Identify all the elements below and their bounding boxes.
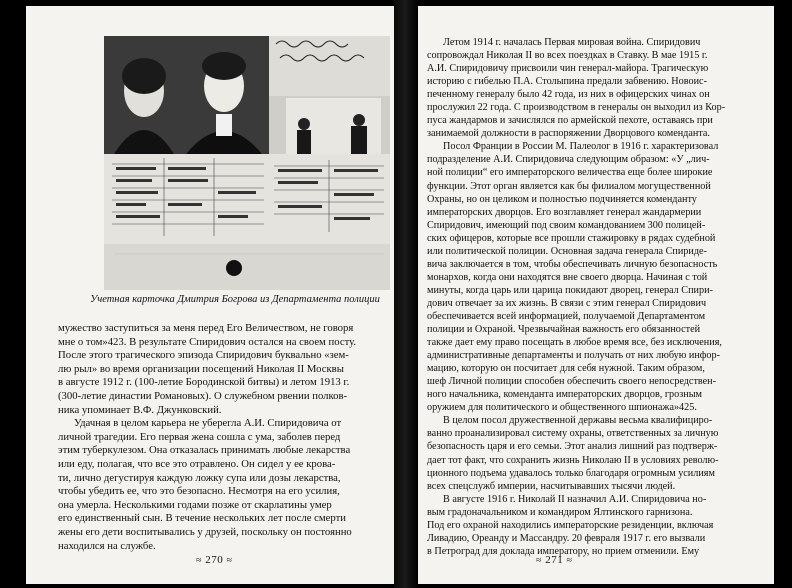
text-line: Летом 1914 г. началась Первая мировая война. Спиридович <box>443 37 701 48</box>
text-line: В целом посол дружественной державы весьма квалифициро- <box>443 415 713 427</box>
page-number-text: 271 <box>545 554 564 566</box>
text-line: минуты, когда царь или царица покидают дворец, генерал Спири- <box>427 284 713 296</box>
text-line: ти, лично дегустируя каждую ложку супа или дозы лекарства, <box>58 471 341 484</box>
text-line: Спиридович, имеющий под своим командованием 300 полицей- <box>427 219 706 231</box>
text-line: императорских дворцов. Его возглавляет генерал жандармерии <box>427 206 702 218</box>
text-line: мне о том»423. В результате Спиридович остался на своем посту. <box>58 335 357 348</box>
text-line: или еду, полагая, что все это отравлено. Он сидел у ее крова- <box>58 457 336 470</box>
text-line: дает тот факт, что сохранить жизнь Николаю II в условиях револю- <box>427 454 719 466</box>
text-line: в Петроград для доклада императору, но прием отменили. Ему <box>427 545 700 557</box>
text-line: также дает ему право посещать в любое время все, без исключения, <box>427 337 722 349</box>
page-number-right <box>536 554 573 566</box>
text-line: ционного подъема удавалось только благодаря огромным усилиям <box>427 467 715 479</box>
text-line: монархов, когда они находятся вне своего дворца. Начиная с той <box>427 271 708 283</box>
text-line: Ливадию, Ореанду и Массандру. 20 февраля 1917 г. его вызвали <box>427 532 706 544</box>
text-line: вича заключается в том, чтобы обеспечивать личную безопасность <box>427 258 718 270</box>
right-page-text <box>427 36 759 558</box>
text-line: Под его охраной находились императорские резиденции, включая <box>427 519 714 531</box>
text-line: ной полиции“ его императорского величества еще более широкие <box>427 167 713 179</box>
text-line: После этого трагического эпизода Спиридович буквально «зем- <box>58 349 349 362</box>
text-line: (300-летие династии Романовых). О служебном рвении полков- <box>58 389 348 402</box>
text-line: безопасность царя и его семьи. Этот анализ лишний раз подтверж- <box>427 441 718 453</box>
text-line: этим туберкулезом. Она отказалась принимать любые лекарства <box>58 444 351 457</box>
text-line: ного начальника, коменданта императорских дворцов, грозным <box>427 389 702 401</box>
text-line: Посол Франции в России М. Палеолог в 1916 г. характеризовал <box>443 141 719 153</box>
text-line: мацию, которую он посчитает для себя нужной. Таким образом, <box>427 363 705 375</box>
photo-caption: Учетная карточка Дмитрия Богрова из Департамента полиции <box>90 294 380 305</box>
record-card-photo <box>104 36 390 290</box>
text-line: пуса жандармов и зачислялся по армейской пехоте, оставаясь при <box>427 115 713 127</box>
text-line: занимаемой должности в распоряжении Дворцового коменданта. <box>427 128 710 140</box>
text-line: шеф Личной полиции способен обеспечить своего непосредствен- <box>427 376 717 388</box>
folio-ornament-icon: ≈ <box>536 555 542 566</box>
book-gutter <box>394 0 418 588</box>
text-line: печенному генералу было 42 года, из них в офицерских чинах он <box>427 89 710 101</box>
text-line: Удачная в целом карьера не уберегла А.И. Спиридовича от <box>74 417 342 430</box>
text-line: обеспечивается всей информацией, получаемой Департаментом <box>427 310 706 322</box>
text-line: в августе 1912 г. (100-летие Бородинской битвы) и летом 1913 г. <box>58 376 350 389</box>
text-line: находился на службе. <box>58 539 156 552</box>
text-line: мужество заступиться за меня перед Его Величеством, не говоря <box>58 322 354 334</box>
folio-ornament-icon: ≈ <box>566 555 573 566</box>
text-line: лю рыл» во время организации посещений Николая II Москвы <box>58 362 344 375</box>
folio-ornament-icon: ≈ <box>196 555 202 566</box>
text-line: его единственный сын. В течение нескольких лет после смерти <box>58 512 346 525</box>
text-line: личной трагедии. Его первая жена сошла с ума, заболев перед <box>58 430 341 443</box>
left-page-text <box>58 322 368 553</box>
text-line: она умерла. Несколькими годами позже от скарлатины умер <box>58 498 332 511</box>
text-line: подразделение А.И. Спиридовича следующим образом: «У „лич- <box>427 154 710 166</box>
text-line: В августе 1916 г. Николай II назначил А.И. Спиридовича но- <box>443 493 707 505</box>
text-line: ника упоминает В.Ф. Джунковский. <box>58 403 222 416</box>
text-line: Охраны, но он целиком и полностью подчиняется коменданту <box>427 193 697 205</box>
text-line: сопровождал Николая II во всех поездках в Ставку. В мае 1915 г. <box>427 50 708 62</box>
record-card-image <box>104 36 390 290</box>
text-line: или политической полиции. Основная задача генерала Спириде- <box>427 245 707 257</box>
text-line: дович отвечает за их жизнь. В связи с этим генерал Спиридович <box>427 297 707 309</box>
text-line: административные департаменты и получать от них любую инфор- <box>427 350 720 362</box>
text-line: функции. Этот орган является как бы филиалом могущественной <box>427 180 711 192</box>
text-line: всех спецслужб империи, насчитывавших тысячи людей. <box>427 480 676 492</box>
text-line: А.И. Спиридовичу присвоили чин генерал-майора. Трагическую <box>427 63 709 75</box>
text-line: прослужил 22 года. С производством в генералы он выходил из Кор- <box>427 102 726 114</box>
text-line: историю с гибелью П.А. Столыпина предали забвению. Новоис- <box>427 76 707 88</box>
text-line: полиции и Охраной. Чрезвычайная важность его обязанностей <box>427 324 701 336</box>
page-number-text: 270 <box>205 554 224 566</box>
page-number-left <box>196 554 233 566</box>
text-line: ванно проанализировал систему охраны, ответственных за личную <box>427 428 719 440</box>
text-line: оружием для политического и общественного шпионажа»425. <box>427 402 697 414</box>
text-line: жены его дети воспитывались у друзей, поскольку он постоянно <box>58 525 352 538</box>
folio-ornament-icon: ≈ <box>226 555 233 566</box>
text-line: чтобы убедить ее, что это безопасно. Несмотря на его усилия, <box>58 485 340 498</box>
text-line: вым градоначальником и командиром Ялтинского гарнизона. <box>427 506 693 518</box>
text-line: ских офицеров, которые все прошли стажировку в рядах судебной <box>427 232 716 244</box>
